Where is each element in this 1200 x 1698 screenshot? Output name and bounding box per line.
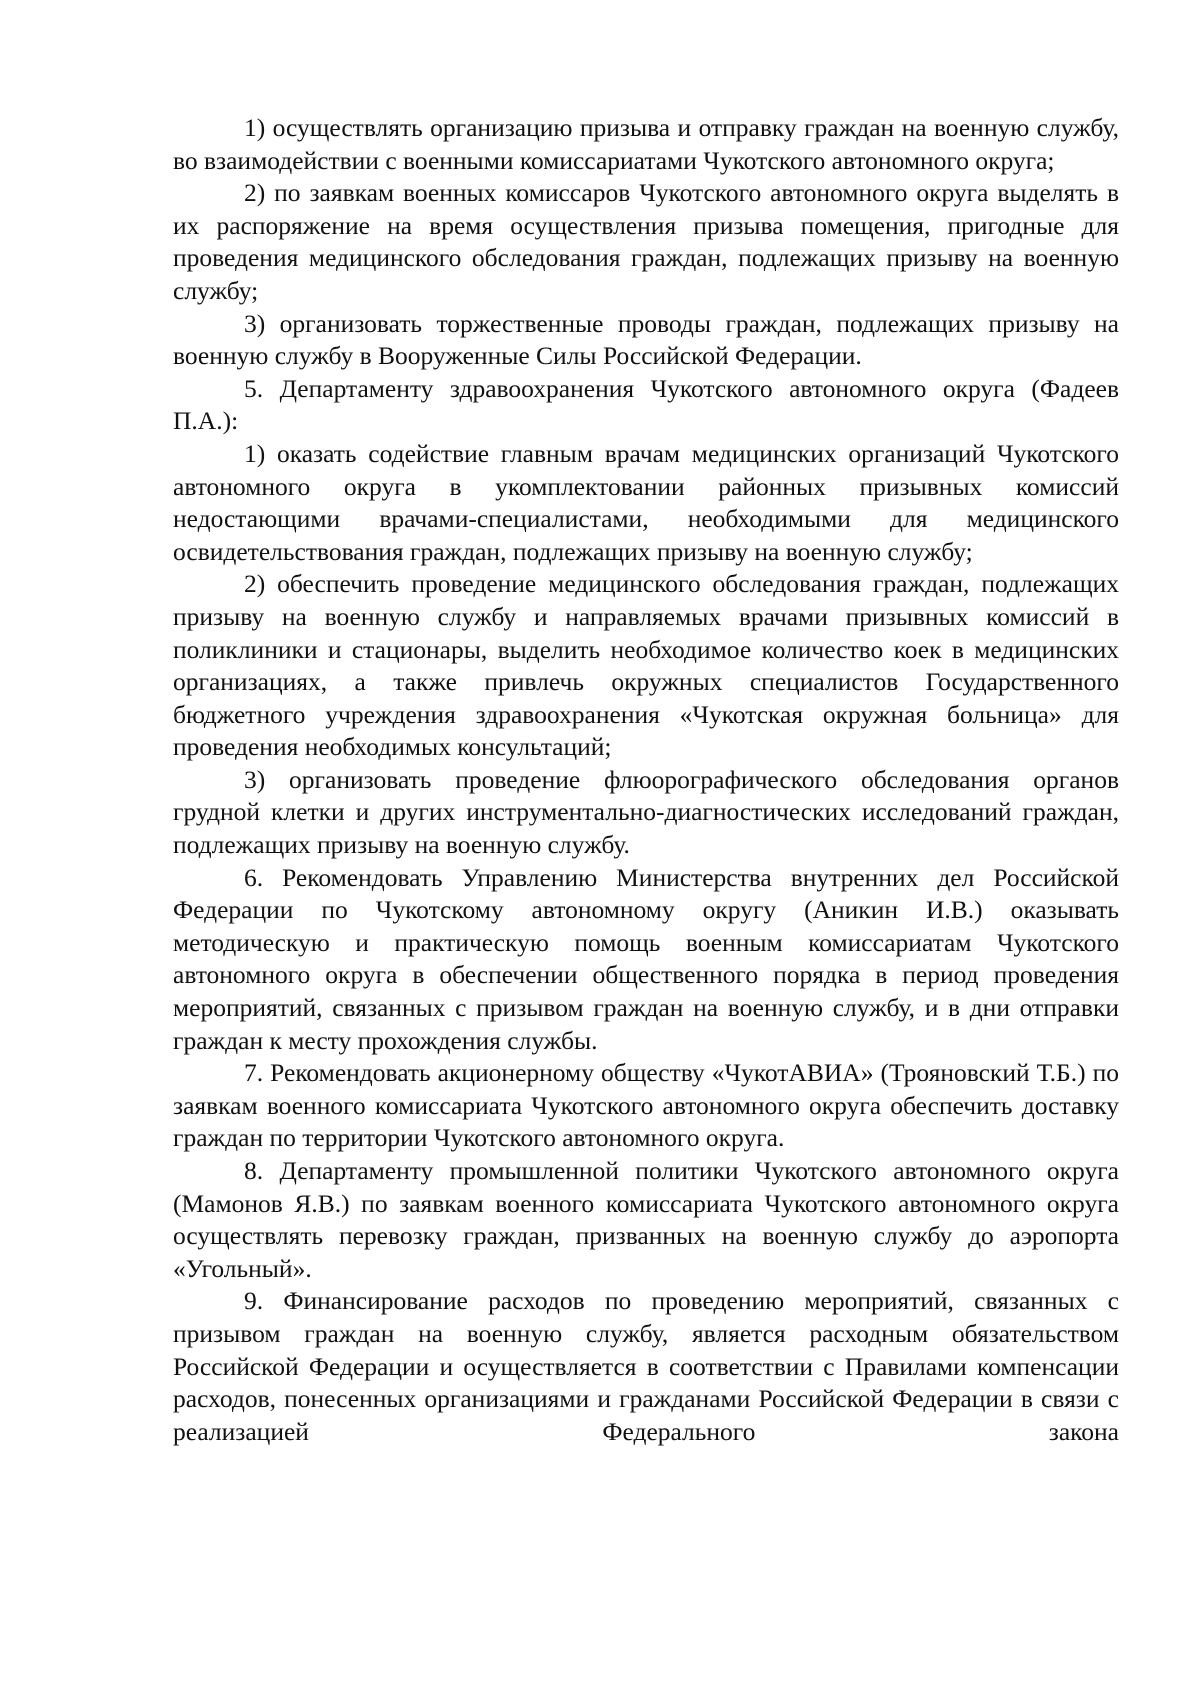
paragraph-8-industrial-policy: 8. Департаменту промышленной политики Чукотского автономного округа (Мамонов Я.В.) по заявкам военного комиссариата Чукотского автономного округа осуществлять перевозку граждан, призванных на военную службу до аэропорта «Угольный». — [173, 1156, 1119, 1283]
paragraph-7-chukotavia: 7. Рекомендовать акционерному обществу «ЧукотАВИА» (Трояновский Т.Б.) по заявкам военного комиссариата Чукотского автономного округа обеспечить доставку граждан по территории Чукотского автономного округа. — [173, 1058, 1119, 1153]
paragraph-9-financing: 9. Финансирование расходов по проведению мероприятий, связанных с призывом граждан на военную службу, является расходным обязательством Российской Федерации и осуществляется в соответствии с Правилами компенсации расходов, понесенных организациями и гражданами Российской Федерации в связи с реализацией Федерального закона — [173, 1286, 1119, 1446]
paragraph-5-1-commission-staffing: 1) оказать содействие главным врачам медицинских организаций Чукотского автономного округа в укомплектовании районных призывных комиссий недостающими врачами-специалистами, необходимыми для медицинского освидетельствования граждан, подлежащих призыву на военную службу; — [173, 438, 1119, 566]
paragraph-1-3-farewell-ceremony: 3) организовать торжественные проводы граждан, подлежащих призыву на военную службу в Вооруженные Силы Российской Федерации. — [173, 308, 1119, 371]
paragraph-5-health-department: 5. Департаменту здравоохранения Чукотского автономного округа (Фадеев П.А.): — [173, 373, 1119, 436]
paragraph-5-2-medical-examination: 2) обеспечить проведение медицинского обследования граждан, подлежащих призыву на военную службу и направляемых врачами призывных комиссий в поликлиники и стационары, выделить необходимое количество коек в медицинских организациях, а также привлечь окружных специалистов Государственного бюджетного учреждения здравоохранения «Чукотская окружная больница» для проведения необходимых консультаций; — [173, 569, 1119, 762]
paragraph-5-3-fluorography: 3) организовать проведение флюорографического обследования органов грудной клетки и других инструментально-диагностических исследований граждан, подлежащих призыву на военную службу. — [173, 764, 1119, 860]
document-body — [173, 112, 1119, 1448]
paragraph-6-interior-ministry: 6. Рекомендовать Управлению Министерства внутренних дел Российской Федерации по Чукотскому автономному округу (Аникин И.В.) оказывать методическую и практическую помощь военным комиссариатам Чукотского автономного округа в обеспечении общественного порядка в период проведения мероприятий, связанных с призывом граждан на военную службу, и в дни отправки граждан к месту прохождения службы. — [173, 862, 1119, 1055]
paragraph-1-2-allocate-premises: 2) по заявкам военных комиссаров Чукотского автономного округа выделять в их распоряжение на время осуществления призыва помещения, пригодные для проведения медицинского обследования граждан, подлежащих призыву на военную службу; — [173, 178, 1119, 305]
paragraph-1-1-organize-conscription: 1) осуществлять организацию призыва и отправку граждан на военную службу, во взаимодействии с военными комиссариатами Чукотского автономного округа; — [173, 113, 1119, 175]
